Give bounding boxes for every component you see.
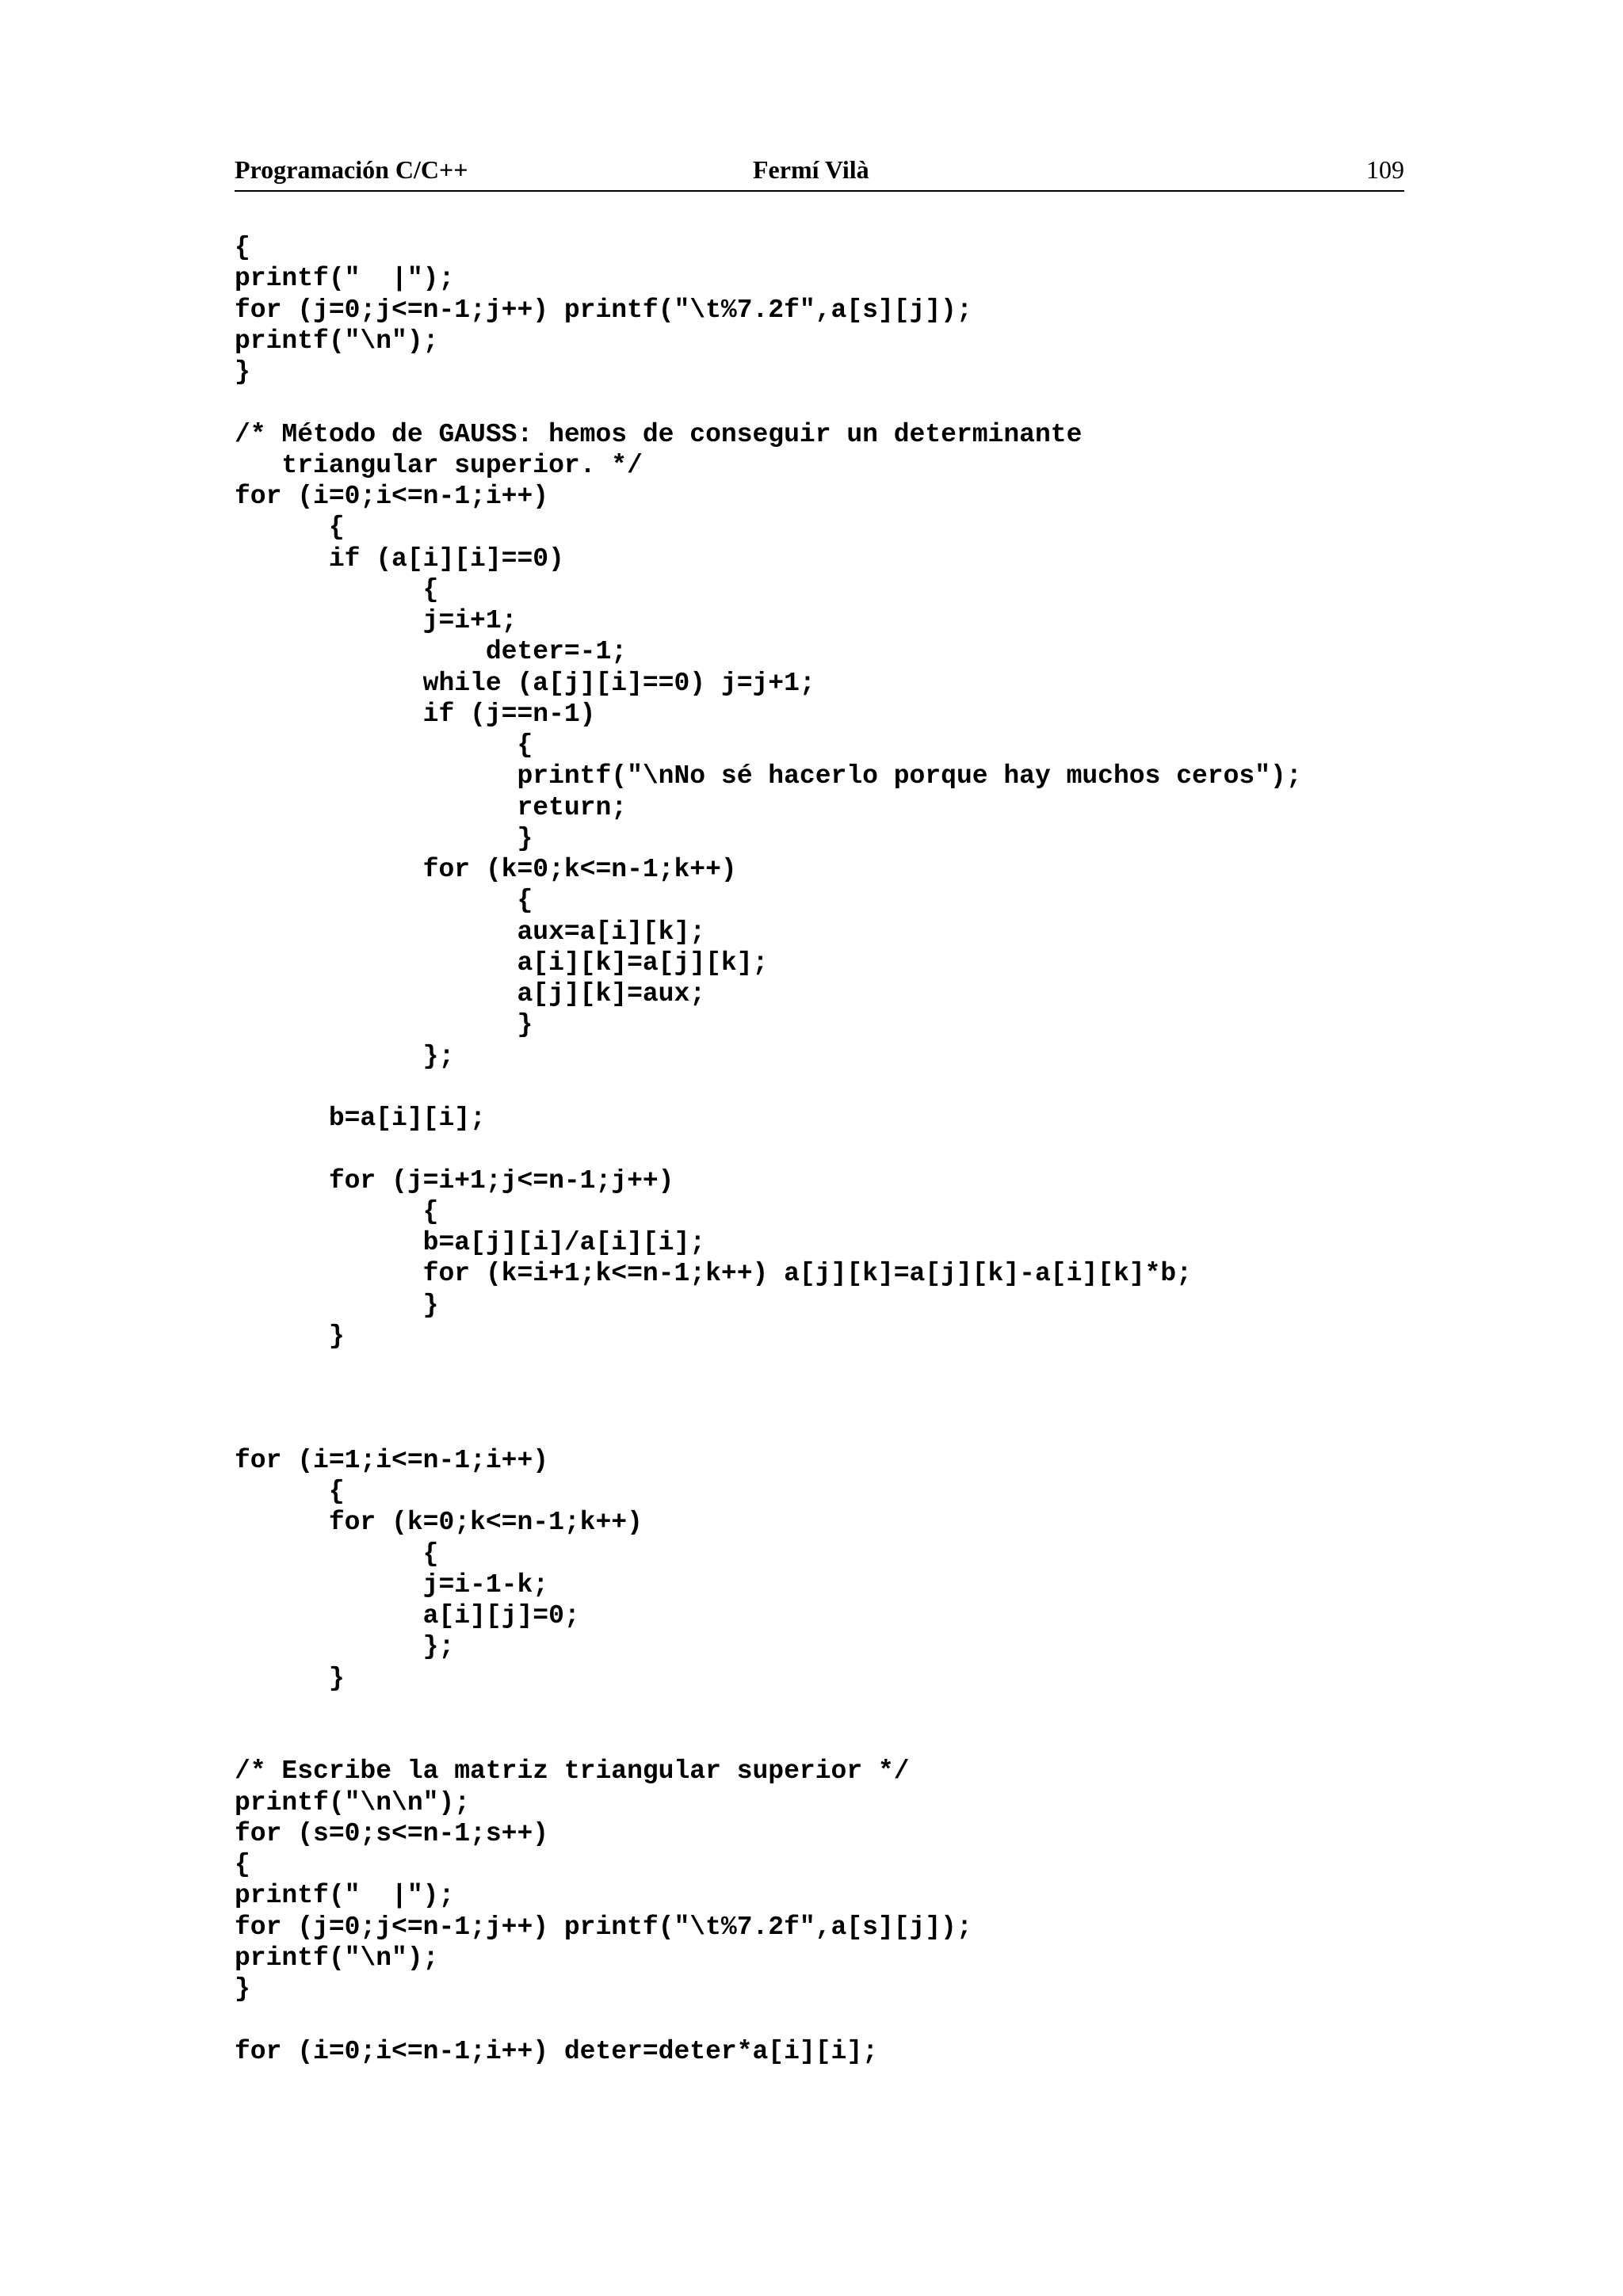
code-line: {	[235, 513, 345, 543]
code-line: b=a[j][i]/a[i][i];	[235, 1228, 706, 1257]
code-line: }	[235, 1010, 533, 1040]
code-line: /* Método de GAUSS: hemos de conseguir un determinante	[235, 419, 1083, 449]
page-header	[235, 154, 1404, 192]
code-line: b=a[i][i];	[235, 1104, 486, 1133]
code-line: j=i+1;	[235, 606, 517, 635]
code-line: for (k=i+1;k<=n-1;k++) a[j][k]=a[j][k]-a[i][k]*b;	[235, 1259, 1192, 1289]
code-line: }	[235, 1321, 345, 1351]
code-line: return;	[235, 792, 628, 822]
code-line: {	[235, 1477, 345, 1506]
code-line: printf("\nNo sé hacerlo porque hay muchos ceros");	[235, 761, 1302, 791]
code-line: for (j=i+1;j<=n-1;j++)	[235, 1165, 674, 1196]
code-line: printf(" |");	[235, 1881, 455, 1911]
code-line: printf(" |");	[235, 264, 455, 294]
code-line: {	[235, 1850, 250, 1879]
code-line: triangular superior. */	[235, 450, 643, 480]
code-line: printf("\n\n");	[235, 1787, 471, 1817]
code-line	[235, 1694, 1598, 1725]
code-line: if (a[i][i]==0)	[235, 543, 564, 574]
code-line: deter=-1;	[235, 637, 628, 667]
code-line	[235, 2004, 1598, 2035]
code-line: }	[235, 823, 533, 853]
code-line: aux=a[i][k];	[235, 917, 706, 947]
code-line	[235, 387, 1598, 418]
code-line	[235, 1414, 1598, 1445]
code-line: for (k=0;k<=n-1;k++)	[235, 855, 737, 884]
code-line: {	[235, 574, 439, 605]
code-line: a[i][k]=a[j][k];	[235, 948, 769, 978]
code-line: printf("\n");	[235, 1943, 439, 1973]
code-line	[235, 1383, 1598, 1413]
code-line: a[i][j]=0;	[235, 1601, 580, 1630]
code-line	[235, 1352, 1598, 1383]
header-author: Fermí Vilà	[753, 155, 869, 184]
code-line	[235, 1134, 1598, 1165]
code-line: a[j][k]=aux;	[235, 979, 706, 1009]
code-line: for (i=1;i<=n-1;i++)	[235, 1445, 549, 1475]
code-line: if (j==n-1)	[235, 699, 596, 729]
code-line: for (i=0;i<=n-1;i++) deter=deter*a[i][i];	[235, 2036, 878, 2066]
code-line	[235, 1725, 1598, 1756]
code-line: for (s=0;s<=n-1;s++)	[235, 1818, 549, 1848]
code-line: for (j=0;j<=n-1;j++) printf("\t%7.2f",a[s][j]);	[235, 295, 972, 325]
code-line: /* Escribe la matriz triangular superior */	[235, 1756, 910, 1787]
code-listing	[235, 232, 1598, 2067]
code-line: {	[235, 1539, 439, 1569]
code-line: {	[235, 233, 250, 262]
header-book-title: Programación C/C++	[235, 155, 468, 184]
header-page-number: 109	[1366, 155, 1404, 184]
code-line: printf("\n");	[235, 326, 439, 356]
code-line: {	[235, 886, 533, 916]
code-line: while (a[j][i]==0) j=j+1;	[235, 668, 815, 698]
code-line: }	[235, 1974, 250, 2004]
code-line: }	[235, 357, 250, 387]
code-line: };	[235, 1041, 455, 1071]
code-line: for (k=0;k<=n-1;k++)	[235, 1508, 643, 1538]
code-line: for (j=0;j<=n-1;j++) printf("\t%7.2f",a[s][j]);	[235, 1912, 972, 1942]
code-line: {	[235, 1196, 439, 1226]
code-line: }	[235, 1663, 345, 1693]
code-line	[235, 1072, 1598, 1103]
code-line: for (i=0;i<=n-1;i++)	[235, 482, 549, 511]
code-line: {	[235, 730, 533, 760]
code-line: }	[235, 1290, 439, 1320]
code-line: j=i-1-k;	[235, 1569, 549, 1600]
code-line: };	[235, 1632, 455, 1662]
